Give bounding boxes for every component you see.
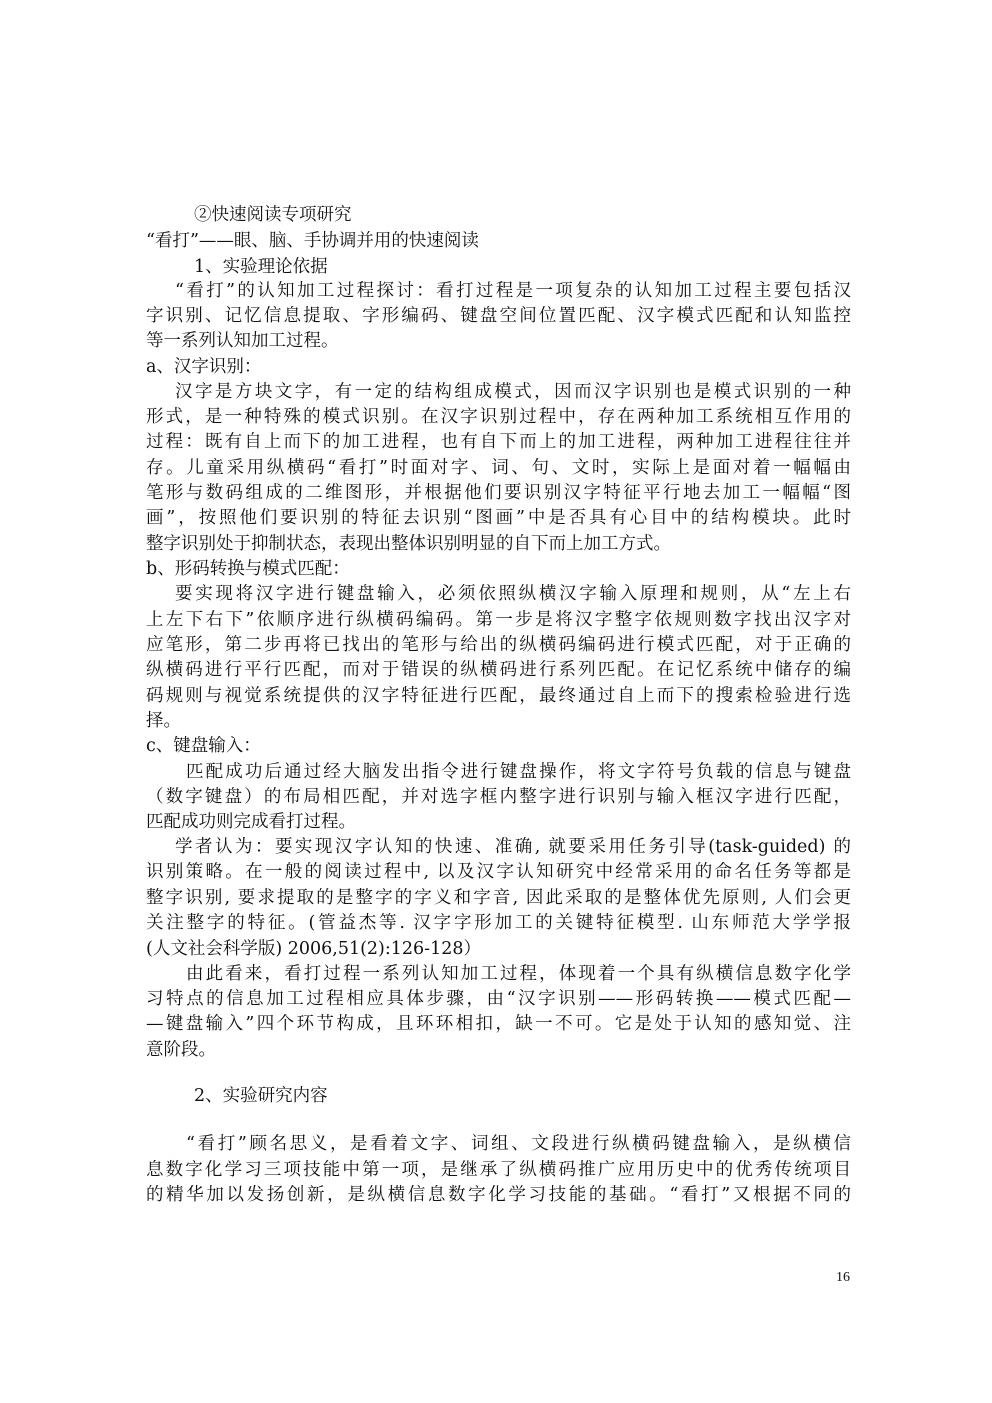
paragraph-line: 整字识别处于抑制状态，表现出整体识别明显的自下而上加工方式。 [146,534,671,554]
heading-1: 1、实验理论依据 [194,257,328,277]
subtitle: “看打”——眼、脑、手协调并用的快速阅读 [146,231,479,251]
paragraph-line: 的精华加以发扬创新，是纵横信息数字化学习技能的基础。“看打”又根据不同的 [146,1185,851,1205]
paragraph-line: 形式，是一种特殊的模式识别。在汉字识别过程中，存在两种加工系统相互作用的 [146,407,851,427]
paragraph-line: 笔形与数码组成的二维图形，并根据他们要识别汉字特征平行地去加工一幅幅“图 [146,483,851,503]
subheading-a: a、汉字识别： [146,357,262,377]
citation-line: (人文社会科学版) 2006,51(2):126-128） [146,939,481,959]
paragraph-line: 过程：既有自上而下的加工进程，也有自下而上的加工进程，两种加工进程往往并 [146,432,851,452]
subheading-b: b、形码转换与模式匹配： [146,559,350,579]
paragraph-line: 识别策略。在一般的阅读过程中, 以及汉字认知研究中经常采用的命名任务等都是 [146,862,851,882]
paragraph-line: 学者认为：要实现汉字认知的快速、准确, 就要采用任务引导(task-guided) 的 [175,837,851,857]
paragraph-line: 要实现将汉字进行键盘输入，必须依照纵横汉字输入原理和规则，从“左上右 [175,584,851,604]
paragraph-line: “看打”的认知加工过程探讨：看打过程是一项复杂的认知加工过程主要包括汉 [175,281,851,301]
paragraph-line: 纵横码进行平行匹配，而对于错误的纵横码进行系列匹配。在记忆系统中储存的编 [146,660,851,680]
paragraph-line: 由此看来，看打过程一系列认知加工过程，体现着一个具有纵横信息数字化学 [186,964,851,984]
paragraph-line: 意阶段。 [146,1040,216,1060]
paragraph-line: 匹配成功则完成看打过程。 [146,812,356,832]
paragraph-line: 关注整字的特征。(管益杰等. 汉字字形加工的关键特征模型. 山东师范大学学报 [146,913,851,933]
paragraph-line: （数字键盘）的布局相匹配，并对选字框内整字进行识别与输入框汉字进行匹配， [146,787,851,807]
paragraph-line: 等一系列认知加工过程。 [146,331,339,351]
paragraph-line: 匹配成功后通过经大脑发出指令进行键盘操作，将文字符号负载的信息与键盘 [186,762,851,782]
paragraph-line: 存。儿童采用纵横码“看打”时面对字、词、句、文时，实际上是面对着一幅幅由 [146,458,851,478]
paragraph-line: 码规则与视觉系统提供的汉字特征进行匹配，最终通过自上而下的搜索检验进行选 [146,686,851,706]
paragraph-line: 字识别、记忆信息提取、字形编码、键盘空间位置匹配、汉字模式匹配和认知监控 [146,306,851,326]
paragraph-line: 上左下右下”依顺序进行纵横码编码。第一步是将汉字整字依规则数字找出汉字对 [146,610,851,630]
paragraph-line: 整字识别, 要求提取的是整字的字义和字音, 因此采取的是整体优先原则, 人们会更 [146,888,851,908]
subheading-c: c、键盘输入： [146,736,261,756]
heading-2: 2、实验研究内容 [194,1086,328,1106]
paragraph-line: 画”，按照他们要识别的特征去识别“图画”中是否具有心目中的结构模块。此时 [146,508,851,528]
paragraph-line: 习特点的信息加工过程相应具体步骤，由“汉字识别——形码转换——模式匹配— [146,989,851,1009]
paragraph-line: —键盘输入”四个环节构成，且环环相扣，缺一不可。它是处于认知的感知觉、注 [146,1014,851,1034]
paragraph-line: “看打”顾名思义，是看着文字、词组、文段进行纵横码键盘输入，是纵横信 [186,1134,851,1154]
paragraph-line: 应笔形，第二步再将已找出的笔形与给出的纵横码编码进行模式匹配，对于正确的 [146,635,851,655]
paragraph-line: 择。 [146,711,181,731]
section-title: ②快速阅读专项研究 [194,205,352,225]
paragraph-line: 汉字是方块文字，有一定的结构组成模式，因而汉字识别也是模式识别的一种 [175,382,851,402]
page-number: 16 [836,1270,850,1285]
paragraph-line: 息数字化学习三项技能中第一项，是继承了纵横码推广应用历史中的优秀传统项目 [146,1160,851,1180]
